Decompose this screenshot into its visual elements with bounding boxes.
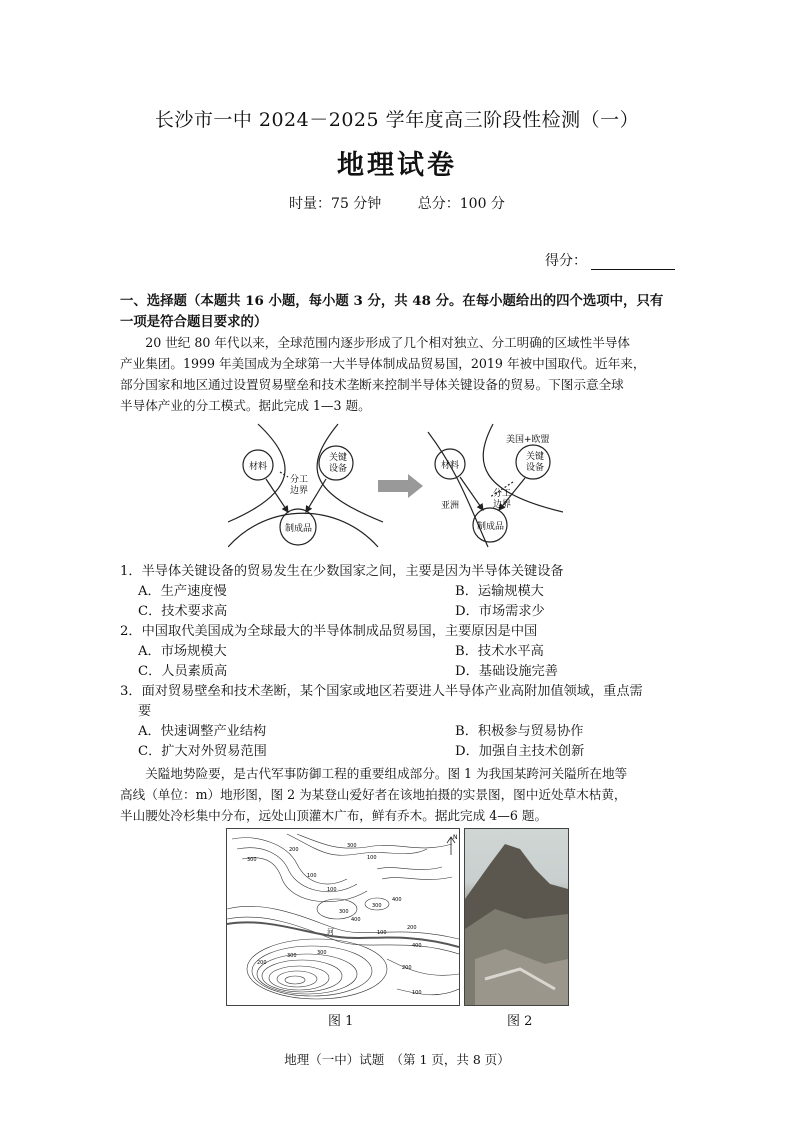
contour-label-2: 200 — [289, 847, 299, 853]
river — [227, 922, 459, 947]
q2-option-a[interactable]: A．市场规模大 — [138, 644, 227, 659]
passage-1-line1: 20 世纪 80 年代以来，全球范围内逐步形成了几个相对独立、分工明确的区域性半导体 — [145, 335, 631, 350]
q3-option-b[interactable]: B．积极参与贸易协作 — [455, 724, 584, 739]
contour-label-9: 200 — [407, 925, 417, 931]
contour-label-14: 200 — [257, 960, 267, 966]
passage-2 — [120, 763, 680, 826]
subject-title: 地理试卷 — [337, 150, 457, 181]
q3-option-d[interactable]: D．加强自主技术创新 — [455, 744, 585, 759]
right-material: 材料 — [441, 461, 460, 471]
contour-label-6: 100 — [327, 887, 337, 893]
contour-label-8: 300 — [372, 903, 382, 909]
left-key1: 关键 — [329, 453, 348, 463]
q1-option-c[interactable]: C．技术要求高 — [138, 604, 228, 619]
contour-label-1: 300 — [247, 857, 257, 863]
mountain-shape — [465, 829, 568, 1005]
passage-1-line3: 部分国家和地区通过设置贸易壁垒和技术垄断来控制半导体关键设备的贸易。下图示意全球 — [120, 377, 624, 392]
score-field — [545, 250, 675, 270]
right-div2: 边界 — [493, 500, 512, 510]
q3-option-a[interactable]: A．快速调整产业结构 — [138, 724, 267, 739]
contour-label-12: 400 — [412, 943, 422, 949]
left-material: 材料 — [249, 462, 268, 472]
passage-2-line1: 关隘地势险要，是古代军事防御工程的重要组成部分。图 1 为我国某跨河关隘所在地等 — [145, 766, 628, 781]
section-heading-line1: 一、选择题（本题共 16 小题，每小题 3 分，共 48 分。在每小题给出的四个选项中，只有 — [120, 293, 664, 309]
exam-title: 长沙市一中 2024－2025 学年度高三阶段性检测（一） — [154, 109, 640, 131]
landscape-photo — [464, 828, 569, 1006]
time-limit: 时量：75 分钟 — [289, 196, 382, 212]
time-info — [0, 193, 794, 213]
page-footer: 地理（一中）试题 （第 1 页，共 8 页） — [284, 1052, 510, 1067]
contour-label-11: 200 — [402, 965, 412, 971]
contour-label-18: 400 — [351, 917, 361, 923]
right-key2: 设备 — [526, 463, 545, 473]
q2-option-d[interactable]: D．基础设施完善 — [455, 664, 558, 679]
contour-label-4: 300 — [347, 843, 357, 849]
contour-label-15: 300 — [317, 950, 327, 956]
contour-label-16: 100 — [412, 990, 422, 996]
contour-label-3: 100 — [307, 873, 317, 879]
river-label: 河 — [327, 928, 334, 936]
q1-option-b[interactable]: B．运输规模大 — [455, 584, 544, 599]
score-blank — [591, 255, 675, 270]
total-score: 总分：100 分 — [417, 196, 505, 212]
q1-option-a[interactable]: A．生产速度慢 — [138, 584, 227, 599]
left-div2: 边界 — [290, 486, 309, 496]
contour-label-10: 100 — [377, 930, 387, 936]
question-1-stem: 1．半导体关键设备的贸易发生在少数国家之间，主要是因为半导体关键设备 — [120, 564, 564, 579]
north-arrow — [447, 834, 458, 855]
section-heading — [120, 291, 680, 333]
left-product: 制成品 — [285, 524, 313, 534]
right-region-left: 亚洲 — [441, 501, 460, 511]
contour-lines — [227, 834, 459, 999]
q2-option-c[interactable]: C．人员素质高 — [138, 664, 228, 679]
question-3-stem: 3．面对贸易壁垒和技术垄断，某个国家或地区若要进人半导体产业高附加值领域，重点需 — [120, 684, 643, 699]
q2-option-b[interactable]: B．技术水平高 — [455, 644, 544, 659]
right-div1: 分工 — [493, 489, 512, 499]
section-heading-line2: 一项是符合题目要求的） — [120, 314, 268, 330]
left-key2: 设备 — [329, 464, 348, 474]
figure-1-caption: 图 1 — [328, 1014, 354, 1029]
contour-label-17: 300 — [339, 909, 349, 915]
passage-2-line3: 半山腰处冷杉集中分布，远处山顶灌木广布，鲜有乔木。据此完成 4—6 题。 — [120, 808, 548, 823]
right-region-top: 美国+欧盟 — [506, 435, 550, 445]
q1-option-d[interactable]: D．市场需求少 — [455, 604, 545, 619]
contour-label-5: 100 — [367, 855, 377, 861]
transition-arrow — [378, 474, 423, 498]
figure-2-caption: 图 2 — [507, 1014, 533, 1029]
passage-1 — [120, 332, 680, 416]
left-div1: 分工 — [290, 475, 309, 485]
passage-2-line2: 高线（单位：m）地形图，图 2 为某登山爱好者在该地拍摄的实景图，图中近处草木枯黄， — [120, 787, 627, 802]
right-product: 制成品 — [477, 522, 505, 532]
division-diagram — [228, 422, 563, 552]
question-2-stem: 2．中国取代美国成为全球最大的半导体制成品贸易国，主要原因是中国 — [120, 624, 538, 639]
right-key1: 关键 — [526, 452, 545, 462]
contour-map — [226, 828, 460, 1006]
north-label: N — [453, 834, 458, 841]
contour-label-13: 300 — [287, 953, 297, 959]
question-3-stem-cont: 要 — [138, 704, 152, 719]
passage-1-line2: 产业集团。1999 年美国成为全球第一大半导体制成品贸易国，2019 年被中国取代。近年来， — [120, 356, 646, 371]
q3-option-c[interactable]: C．扩大对外贸易范围 — [138, 744, 267, 759]
contour-label-7: 400 — [392, 897, 402, 903]
passage-1-line4: 半导体产业的分工模式。据此完成 1—3 题。 — [120, 398, 371, 413]
score-label: 得分： — [545, 253, 587, 269]
